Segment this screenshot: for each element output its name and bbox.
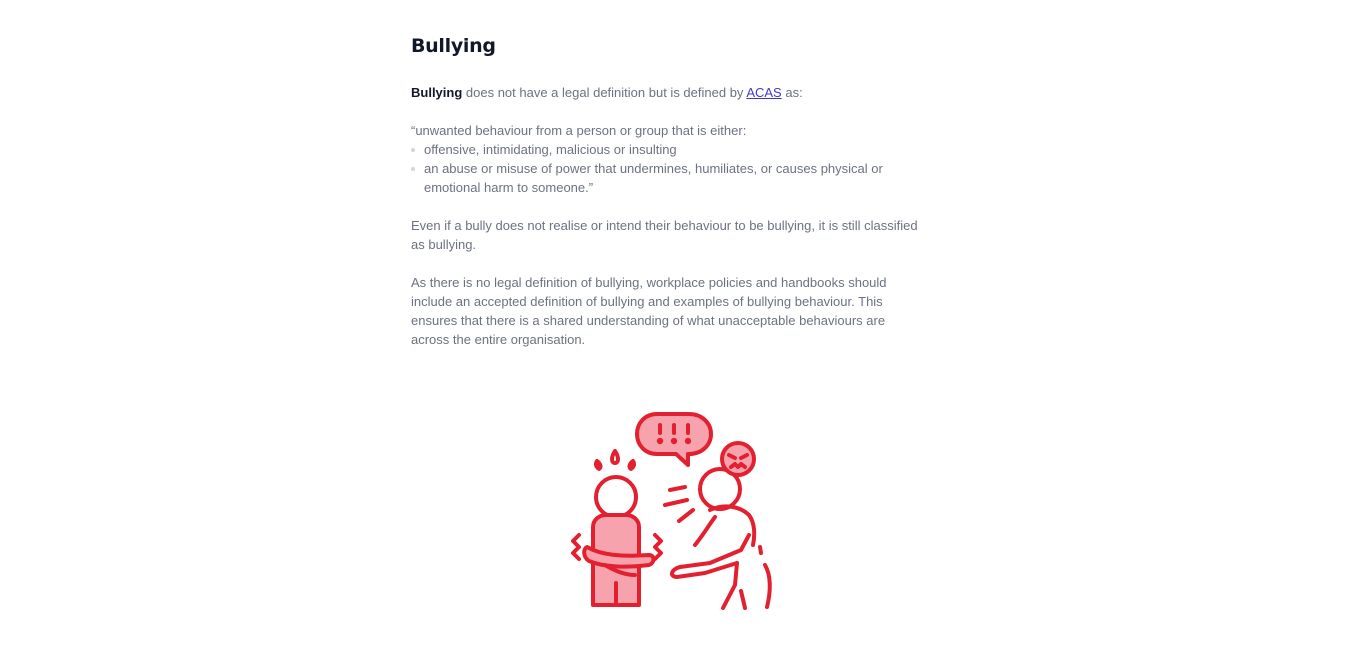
list-item: an abuse or misuse of power that undermines, humiliates, or causes physical or emotional harm to someone.”	[411, 159, 921, 197]
acas-link[interactable]: ACAS	[746, 85, 782, 100]
bullying-illustration-icon	[565, 405, 780, 615]
quote-lead: “unwanted behaviour from a person or group that is either:	[411, 123, 747, 138]
article-section	[411, 30, 921, 368]
victim-figure-icon	[573, 477, 661, 605]
intro-suffix: as:	[781, 85, 803, 100]
bully-figure-icon	[672, 443, 770, 608]
speech-bubble-icon	[637, 414, 711, 465]
list-item: offensive, intimidating, malicious or insulting	[411, 140, 921, 159]
quote-list	[411, 140, 921, 197]
intro-text: does not have a legal definition but is defined by	[462, 85, 747, 100]
intro-paragraph	[411, 83, 921, 102]
intro-term: Bullying	[411, 85, 463, 100]
shout-lines-icon	[665, 487, 693, 521]
section-heading: Bullying	[411, 35, 496, 57]
paragraph-policies: As there is no legal definition of bullying, workplace policies and handbooks should include an accepted definition of bullying and examples of bullying behaviour. This ensures that there is a shared understanding of what unacceptable behaviours are across the entire organisation.	[411, 275, 887, 347]
paragraph-intent: Even if a bully does not realise or intend their behaviour to be bullying, it is still classified as bullying.	[411, 218, 918, 252]
sweat-drops-icon	[596, 451, 634, 469]
